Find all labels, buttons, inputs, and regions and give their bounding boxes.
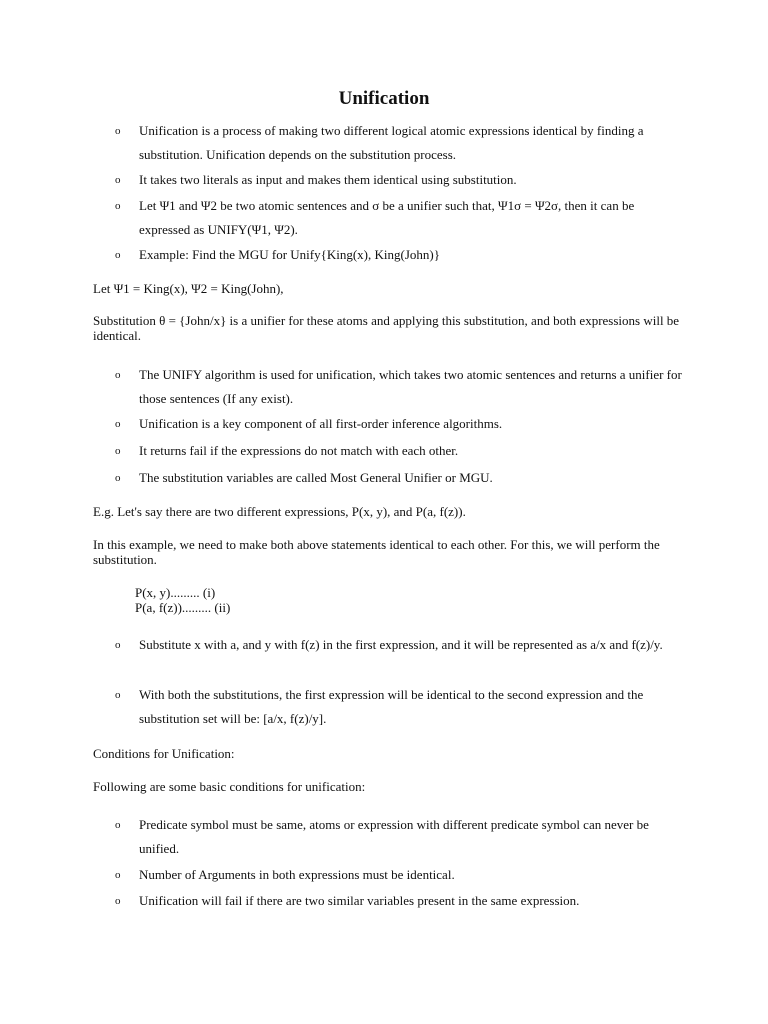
bullet-icon: o (115, 369, 121, 381)
bullet-icon: o (115, 445, 121, 457)
bullet-icon: o (115, 819, 121, 831)
paragraph-substitution: Substitution θ = {John/x} is a unifier for these atoms and applying this substitution, and both expressions will be identical. (93, 313, 680, 343)
expression-ii: P(a, f(z))......... (ii) (135, 600, 231, 615)
bullet-icon: o (115, 418, 121, 430)
list-item-text: With both the substitutions, the first expression will be identical to the second expression and the substitution set will be: [a/x, f(z)/y]. (139, 687, 644, 726)
list-item (115, 683, 685, 731)
list-item (115, 863, 685, 887)
list-item (115, 439, 685, 463)
list-item (115, 813, 685, 861)
list-item-text: Unification is a process of making two different logical atomic expressions identical by finding a substitution. Unification depends on the substitution process. (139, 123, 644, 162)
expression-i: P(x, y)......... (i) (135, 585, 216, 600)
list-item-text: Let Ψ1 and Ψ2 be two atomic sentences and σ be a unifier such that, Ψ1σ = Ψ2σ, then it can be expressed as UNIFY(Ψ1, Ψ2). (139, 198, 635, 237)
bullet-icon: o (115, 472, 121, 484)
list-item (115, 363, 685, 411)
list-item-text: It takes two literals as input and makes them identical using substitution. (139, 172, 517, 187)
list-item-text: Number of Arguments in both expressions must be identical. (139, 867, 455, 882)
list-item (115, 168, 685, 192)
bullet-icon: o (115, 174, 121, 186)
bullet-icon: o (115, 639, 121, 651)
list-item (115, 243, 685, 267)
list-item-text: It returns fail if the expressions do not match with each other. (139, 443, 459, 458)
bullet-icon: o (115, 125, 121, 137)
bullet-icon: o (115, 249, 121, 261)
list-item (115, 119, 685, 167)
list-item-text: Example: Find the MGU for Unify{King(x), King(John)} (139, 247, 440, 262)
paragraph-following: Following are some basic conditions for unification: (93, 779, 366, 794)
page-title: Unification (338, 88, 430, 109)
list-item-text: Predicate symbol must be same, atoms or expression with different predicate symbol can never be unified. (139, 817, 649, 856)
list-item (115, 412, 685, 436)
bullet-icon: o (115, 895, 121, 907)
paragraph-example: E.g. Let's say there are two different expressions, P(x, y), and P(a, f(z)). (93, 504, 466, 519)
section-heading-conditions: Conditions for Unification: (93, 746, 235, 761)
paragraph-in-example: In this example, we need to make both above statements identical to each other. For this, we will perform the substitution. (93, 537, 660, 567)
list-item-text: The substitution variables are called Most General Unifier or MGU. (139, 470, 493, 485)
list-item (115, 889, 685, 913)
paragraph-let: Let Ψ1 = King(x), Ψ2 = King(John), (93, 281, 284, 296)
list-item-text: Unification is a key component of all first-order inference algorithms. (139, 416, 503, 431)
bullet-icon: o (115, 689, 121, 701)
expression-block (135, 585, 230, 615)
list-item (115, 466, 685, 490)
bullet-icon: o (115, 869, 121, 881)
list-item-text: Unification will fail if there are two similar variables present in the same expression. (139, 893, 580, 908)
list-item (115, 194, 685, 242)
bullet-icon: o (115, 200, 121, 212)
list-item (115, 633, 685, 657)
list-item-text: Substitute x with a, and y with f(z) in the first expression, and it will be represented as a/x and f(z)/y. (139, 637, 663, 652)
list-item-text: The UNIFY algorithm is used for unification, which takes two atomic sentences and returns a unifier for those sentences (If any exist). (139, 367, 682, 406)
